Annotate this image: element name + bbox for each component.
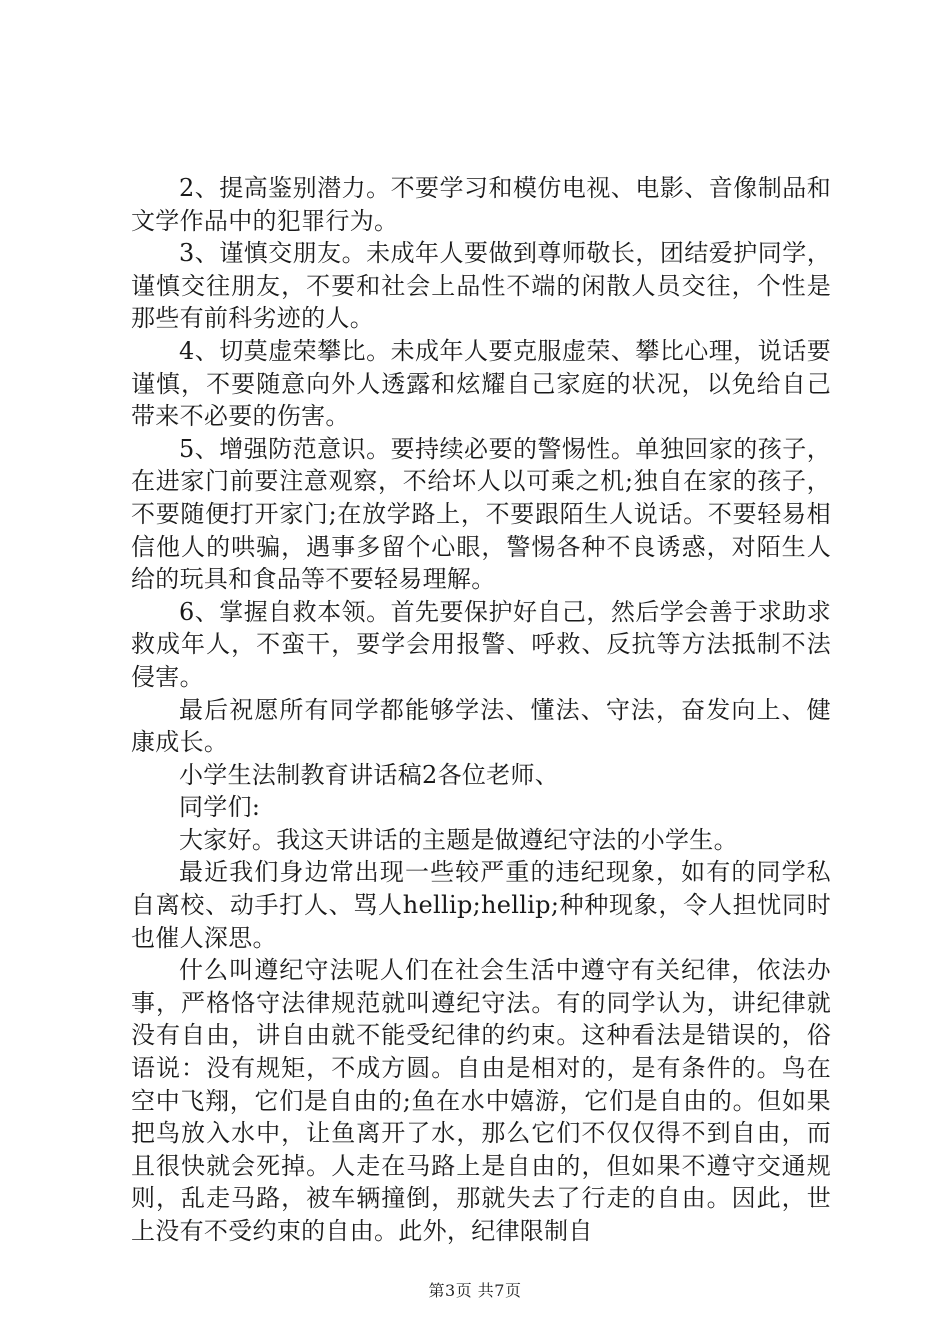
speech-2-heading: 小学生法制教育讲话稿2各位老师、 [179, 760, 560, 789]
speech-2-intro: 大家好。我这天讲话的主题是做遵纪守法的小学生。 [179, 825, 738, 854]
paragraph-closing-wish: 最后祝愿所有同学都能够学法、懂法、守法，奋发向上、健康成长。 [131, 695, 831, 757]
page-number-footer: 第3页 共7页 [428, 1281, 522, 1300]
document-body [131, 172, 831, 1248]
paragraph-item-2: 2、提高鉴别潜力。不要学习和模仿电视、电影、音像制品和文学作品中的犯罪行为。 [131, 174, 831, 235]
paragraph-item-3: 3、谨慎交朋友。未成年人要做到尊师敬长，团结爱护同学，谨慎交往朋友，不要和社会上品性不端的闲散人员交往，个性是那些有前科劣迹的人。 [131, 239, 831, 333]
paragraph-item-6: 6、掌握自救本领。首先要保护好自己，然后学会善于求助求救成年人，不蛮干，要学会用报警、呼救、反抗等方法抵制不法侵害。 [131, 597, 831, 691]
speech-2-paragraph: 最近我们身边常出现一些较严重的违纪现象，如有的同学私自离校、动手打人、骂人hellip;hellip;种种现象，令人担忧同时也催人深思。 [131, 858, 831, 952]
speech-2-paragraph: 什么叫遵纪守法呢人们在社会生活中遵守有关纪律，依法办事，严格恪守法律规范就叫遵纪守法。有的同学认为，讲纪律就没有自由，讲自由就不能受纪律的约束。这种看法是错误的，俗语说：没有规矩，不成方圆。自由是相对的，是有条件的。鸟在空中飞翔，它们是自由的;鱼在水中嬉游，它们是自由的。但如果把鸟放入水中，让鱼离开了水，那么它们不仅仅得不到自由，而且很快就会死掉。人走在马路上是自由的，但如果不遵守交通规则，乱走马路，被车辆撞倒，那就失去了行走的自由。因此，世上没有不受约束的自由。此外，纪律限制自 [131, 956, 831, 1245]
speech-2-greeting: 同学们: [179, 793, 261, 822]
paragraph-item-5: 5、增强防范意识。要持续必要的警惕性。单独回家的孩子，在进家门前要注意观察，不给坏人以可乘之机;独自在家的孩子，不要随便打开家门;在放学路上，不要跟陌生人说话。不要轻易相信他人的哄骗，遇事多留个心眼，警惕各种不良诱惑，对陌生人给的玩具和食品等不要轻易理解。 [131, 434, 831, 594]
paragraph-item-4: 4、切莫虚荣攀比。未成年人要克服虚荣、攀比心理，说话要谨慎，不要随意向外人透露和炫耀自己家庭的状况，以免给自己带来不必要的伤害。 [131, 336, 831, 431]
